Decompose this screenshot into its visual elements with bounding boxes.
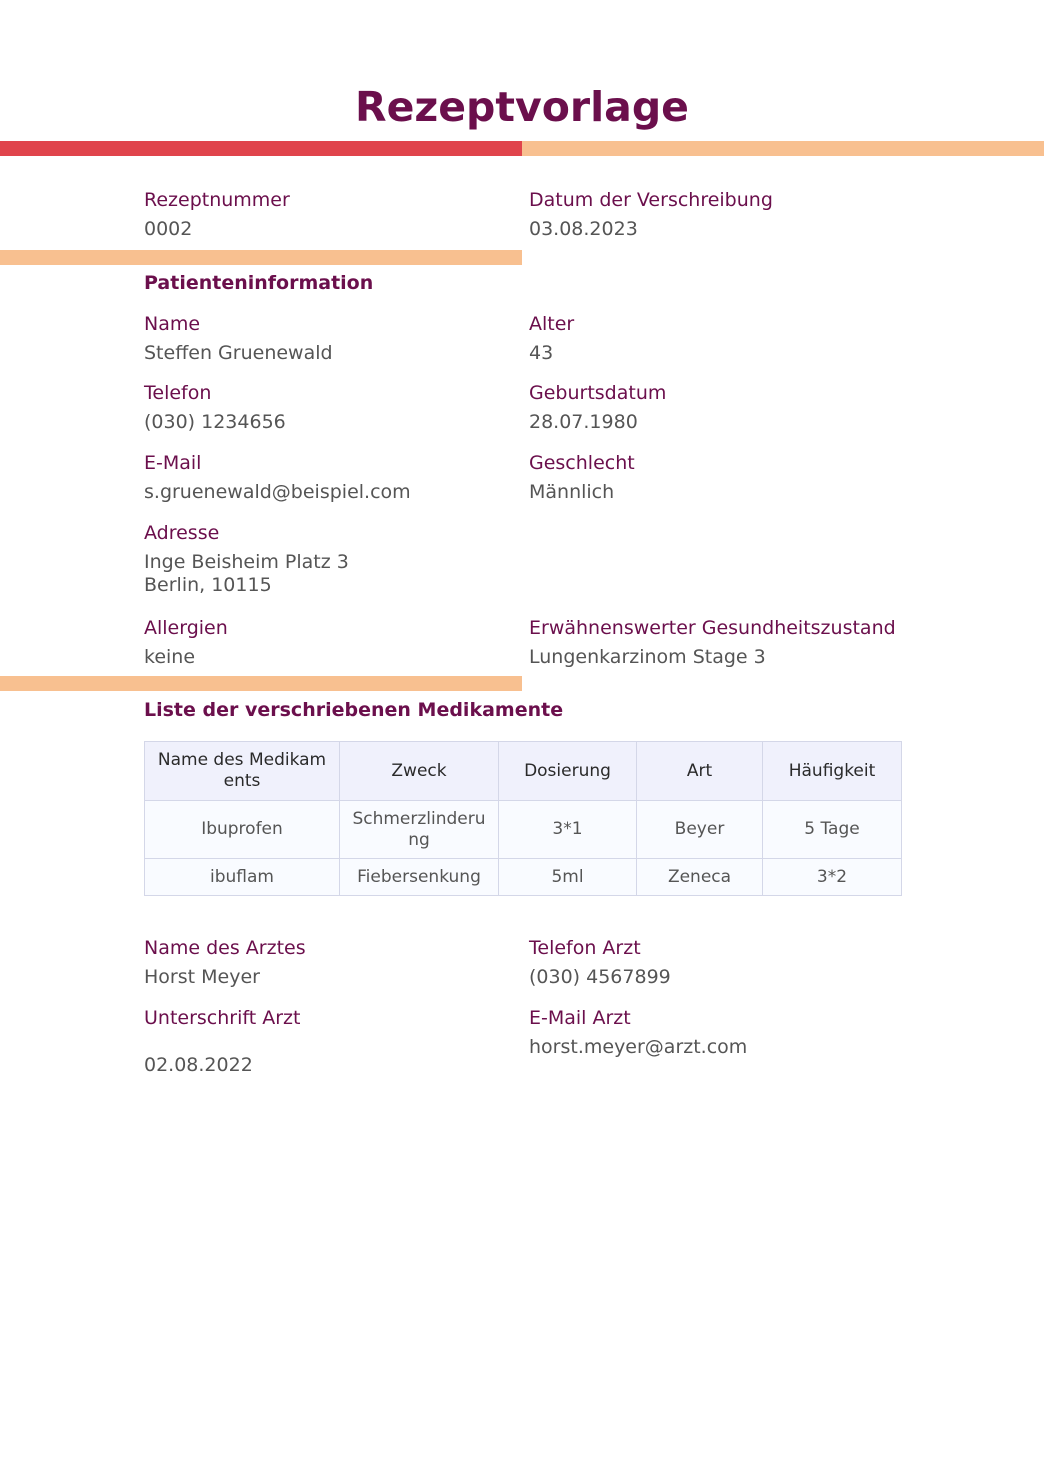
doctor-name-value: Horst Meyer: [144, 966, 260, 988]
patient-email-value: s.gruenewald@beispiel.com: [144, 481, 411, 503]
table-cell: Zeneca: [637, 859, 763, 896]
patient-name-label: Name: [144, 313, 201, 335]
table-header-row: [145, 742, 902, 801]
doctor-phone-value: (030) 4567899: [529, 966, 671, 988]
section-divider-medications: [0, 676, 522, 691]
patient-phone-value: (030) 1234656: [144, 411, 286, 433]
patient-birthdate-value: 28.07.1980: [529, 411, 638, 433]
table-row: [145, 859, 902, 896]
doctor-signature-date: 02.08.2022: [144, 1054, 253, 1076]
doctor-email-value: horst.meyer@arzt.com: [529, 1036, 748, 1058]
patient-age-value: 43: [529, 342, 554, 364]
table-cell: Beyer: [637, 801, 763, 859]
patient-name-value: Steffen Gruenewald: [144, 342, 333, 364]
patient-gender-value: Männlich: [529, 481, 615, 503]
doctor-phone-label: Telefon Arzt: [529, 937, 641, 959]
section-divider-patient: [0, 250, 522, 265]
patient-address-line1: Inge Beisheim Platz 3: [144, 551, 349, 573]
patient-email-label: E-Mail: [144, 452, 202, 474]
patient-allergies-value: keine: [144, 646, 196, 668]
column-header-purpose: Zweck: [340, 742, 499, 801]
patient-gender-label: Geschlecht: [529, 452, 635, 474]
table-row: [145, 801, 902, 859]
patient-address-line2: Berlin, 10115: [144, 574, 272, 596]
prescription-number-label: Rezeptnummer: [144, 189, 290, 211]
table-cell: Fiebersenkung: [340, 859, 499, 896]
table-cell: 5 Tage: [763, 801, 902, 859]
column-header-dosage: Dosierung: [499, 742, 637, 801]
patient-allergies-label: Allergien: [144, 617, 228, 639]
table-cell: ibuflam: [145, 859, 340, 896]
prescription-number-value: 0002: [144, 218, 193, 240]
doctor-name-label: Name des Arztes: [144, 937, 306, 959]
patient-address-label: Adresse: [144, 522, 220, 544]
doctor-email-label: E-Mail Arzt: [529, 1007, 631, 1029]
page-title: Rezeptvorlage: [355, 83, 689, 131]
header-bar-peach: [522, 141, 1044, 156]
patient-section-heading: Patienteninformation: [144, 272, 374, 294]
table-cell: 3*2: [763, 859, 902, 896]
patient-phone-label: Telefon: [144, 382, 212, 404]
patient-condition-value: Lungenkarzinom Stage 3: [529, 646, 766, 668]
prescription-date-value: 03.08.2023: [529, 218, 638, 240]
table-cell: 3*1: [499, 801, 637, 859]
patient-condition-label: Erwähnenswerter Gesundheitszustand: [529, 617, 896, 639]
header-bar-red: [0, 141, 522, 156]
table-cell: Schmerzlinderung: [340, 801, 499, 859]
table-cell: Ibuprofen: [145, 801, 340, 859]
column-header-frequency: Häufigkeit: [763, 742, 902, 801]
table-cell: 5ml: [499, 859, 637, 896]
doctor-signature-label: Unterschrift Arzt: [144, 1007, 301, 1029]
medications-section-heading: Liste der verschriebenen Medikamente: [144, 699, 564, 721]
prescription-date-label: Datum der Verschreibung: [529, 189, 773, 211]
medications-table: [144, 741, 902, 896]
patient-age-label: Alter: [529, 313, 575, 335]
column-header-name: Name des Medikaments: [145, 742, 340, 801]
patient-birthdate-label: Geburtsdatum: [529, 382, 667, 404]
column-header-type: Art: [637, 742, 763, 801]
